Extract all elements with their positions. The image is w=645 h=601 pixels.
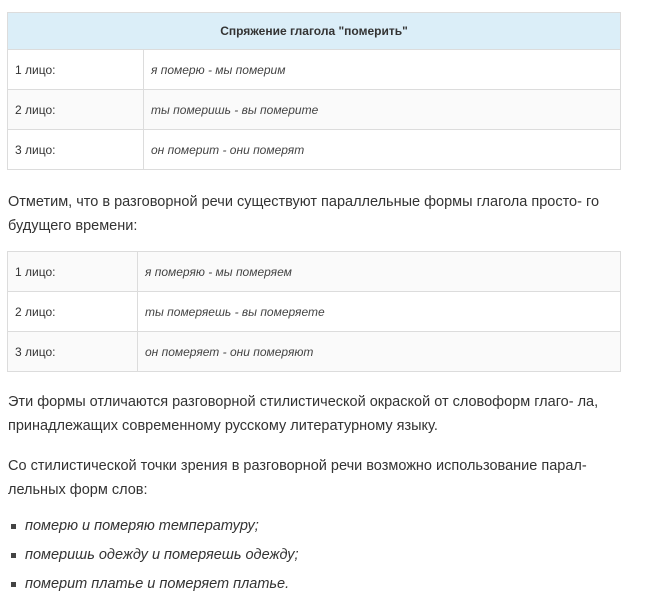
forms-cell: я померю - мы померим	[144, 50, 621, 90]
forms-cell: ты померяешь - вы померяете	[138, 292, 621, 332]
person-cell: 3 лицо:	[8, 130, 144, 170]
bullet-icon	[11, 582, 16, 587]
table-row	[8, 252, 621, 292]
example-text: померю и померяю температуру;	[25, 518, 259, 534]
table-row	[8, 90, 621, 130]
example-text: померит платье и померяет платье.	[25, 576, 290, 592]
person-cell: 2 лицо:	[8, 292, 138, 332]
forms-cell: я померяю - мы померяем	[138, 252, 621, 292]
table-row	[8, 50, 621, 90]
table-row	[8, 130, 621, 170]
paragraph-stylistic-coloring: Эти формы отличаются разговорной стилистической окраской от словоформ глаго- ла, принадлежащих современному русскому литературному языку.	[8, 394, 599, 434]
bullet-icon	[11, 524, 16, 529]
examples-list	[8, 514, 299, 601]
bullet-icon	[11, 553, 16, 558]
forms-cell: он померит - они померят	[144, 130, 621, 170]
person-cell: 3 лицо:	[8, 332, 138, 372]
list-item	[8, 514, 299, 543]
table-title: Спряжение глагола "померить"	[8, 13, 621, 50]
table-row	[8, 292, 621, 332]
list-item	[8, 543, 299, 572]
list-item	[8, 572, 299, 601]
conjugation-table-pomerit	[7, 12, 621, 170]
table-header-row	[8, 13, 621, 50]
forms-cell: он померяет - они померяют	[138, 332, 621, 372]
conjugation-table-pomeryat	[7, 251, 621, 372]
table-row	[8, 332, 621, 372]
person-cell: 1 лицо:	[8, 252, 138, 292]
example-text: померишь одежду и померяешь одежду;	[25, 547, 299, 563]
person-cell: 1 лицо:	[8, 50, 144, 90]
person-cell: 2 лицо:	[8, 90, 144, 130]
paragraph-parallel-forms: Отметим, что в разговорной речи существуют параллельные формы глагола просто- го будущего времени:	[8, 194, 600, 234]
forms-cell: ты померишь - вы померите	[144, 90, 621, 130]
paragraph-stylistic-usage: Со стилистической точки зрения в разговорной речи возможно использование парал- лельных форм слов:	[8, 458, 587, 498]
